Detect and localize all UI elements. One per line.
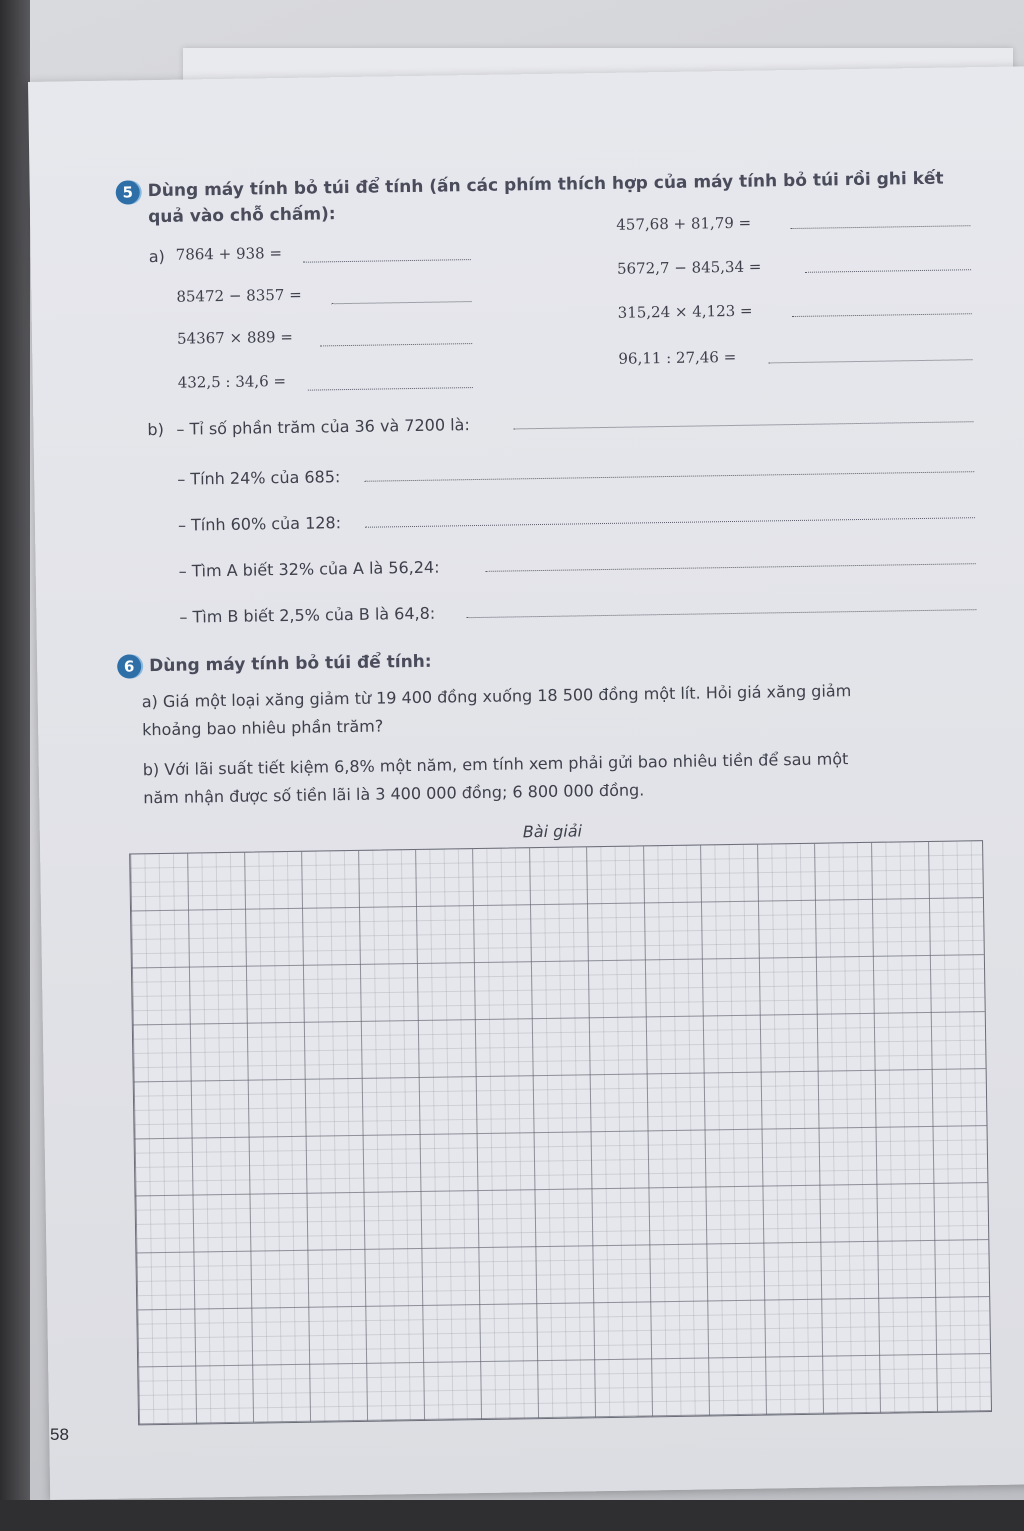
calc-left-4: 432,5 : 34,6 = — [177, 371, 287, 392]
calc-right-1: 457,68 + 81,79 = — [616, 213, 752, 234]
solution-heading: Bài giải — [522, 821, 583, 842]
exercise-5-instruction-line2: quả vào chỗ chấm): — [147, 204, 336, 228]
part-b-item-2: – Tính 24% của 685: — [177, 467, 341, 489]
exercise-6a-line1: a) Giá một loại xăng giảm từ 19 400 đồng xuống 18 500 đồng một lít. Hỏi giá xăng giảm — [141, 681, 852, 712]
calc-left-2: 85472 − 8357 = — [176, 285, 302, 306]
answer-blank-right-3[interactable] — [792, 313, 972, 317]
part-b-blank-5[interactable] — [466, 609, 976, 618]
part-b-blank-1[interactable] — [514, 421, 974, 429]
exercise-6b-line2: năm nhận được số tiền lãi là 3 400 000 đồng; 6 800 000 đồng. — [143, 780, 645, 808]
part-b-blank-2[interactable] — [364, 471, 974, 482]
part-b-label: b) — [147, 419, 165, 440]
answer-blank-left-3[interactable] — [320, 343, 472, 346]
answer-blank-left-4[interactable] — [308, 387, 473, 391]
page-number: 58 — [50, 1425, 69, 1444]
exercise-6b-line1: b) Với lãi suất tiết kiệm 6,8% một năm, em tính xem phải gửi bao nhiêu tiền để sau một — [142, 749, 849, 780]
calc-left-1: 7864 + 938 = — [175, 244, 283, 264]
solution-grid-area[interactable] — [129, 840, 992, 1425]
exercise-6a-line2: khoảng bao nhiêu phần trăm? — [142, 716, 384, 740]
part-b-blank-3[interactable] — [365, 517, 975, 528]
part-b-item-3: – Tính 60% của 128: — [177, 513, 342, 535]
exercise-6-title: Dùng máy tính bỏ túi để tính: — [149, 651, 432, 677]
calc-right-3: 315,24 × 4,123 = — [617, 301, 753, 322]
photo-bottom-shadow — [0, 1500, 1024, 1531]
part-b-blank-4[interactable] — [486, 563, 976, 572]
answer-blank-left-1[interactable] — [303, 259, 471, 263]
part-b-item-4: – Tìm A biết 32% của A là 56,24: — [178, 557, 440, 581]
calc-right-4: 96,11 : 27,46 = — [618, 347, 737, 368]
exercise-5-instruction-line1: Dùng máy tính bỏ túi để tính (ấn các phím thích hợp của máy tính bỏ túi rồi ghi kết — [147, 168, 944, 202]
calc-right-2: 5672,7 − 845,34 = — [616, 257, 762, 278]
workbook-page — [28, 66, 1024, 1499]
part-a-label: a) — [148, 246, 165, 267]
part-b-item-1: – Tỉ số phần trăm của 36 và 7200 là: — [176, 415, 470, 439]
answer-blank-right-4[interactable] — [768, 359, 972, 363]
part-b-item-5: – Tìm B biết 2,5% của B là 64,8: — [179, 603, 436, 627]
exercise-5-badge: 5 — [116, 180, 140, 204]
answer-blank-right-2[interactable] — [805, 269, 971, 273]
photo-left-shadow — [0, 0, 30, 1531]
answer-blank-right-1[interactable] — [790, 225, 970, 229]
exercise-6-badge: 6 — [117, 654, 141, 678]
calc-left-3: 54367 × 889 = — [176, 327, 293, 348]
answer-blank-left-2[interactable] — [332, 301, 472, 304]
